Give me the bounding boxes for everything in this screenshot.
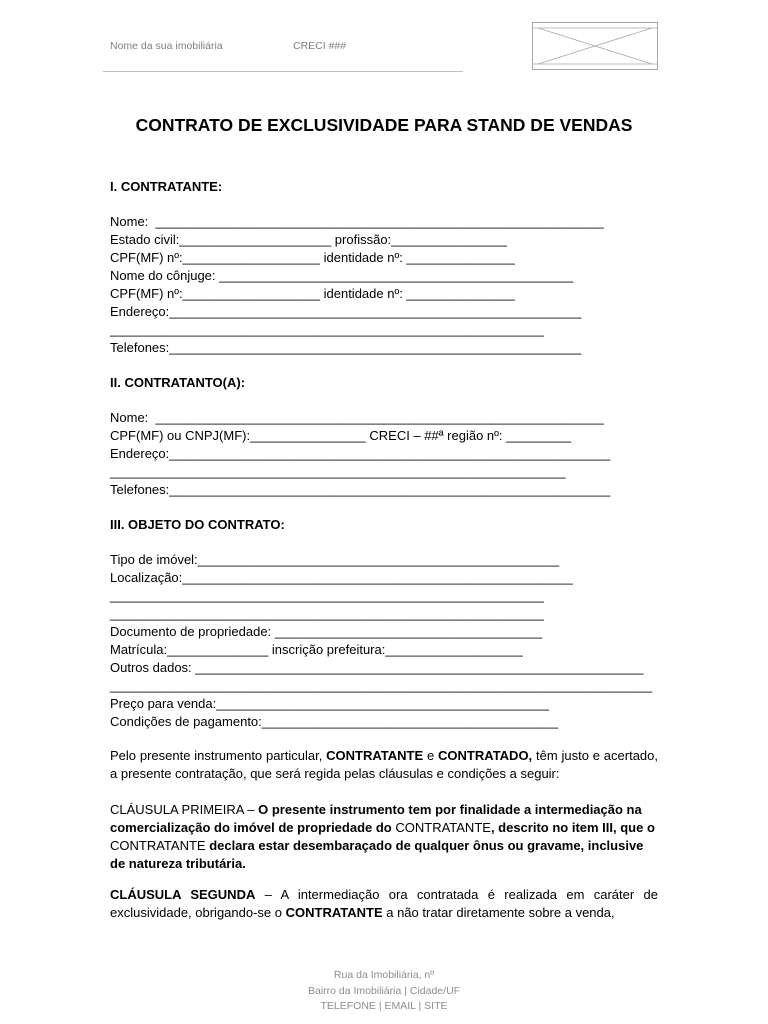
form-line: ____________________________________________________________: [110, 588, 544, 603]
form-line: ____________________________________________________________: [110, 322, 544, 337]
form-line: ___________________________________________________________________________: [110, 678, 653, 693]
section-heading-objeto: III. OBJETO DO CONTRATO:: [110, 517, 285, 532]
form-line: Matrícula:______________ inscrição prefeitura:___________________: [110, 642, 523, 657]
form-line: Nome: ______________________________________________________________: [110, 410, 604, 425]
footer-city: Bairro da Imobiliária | Cidade/UF: [307, 985, 461, 997]
form-line: Telefones:_________________________________________________________: [110, 340, 582, 355]
form-line: CPF(MF) nº:___________________ identidade nº: _______________: [110, 250, 515, 265]
section-heading-contratante: I. CONTRATANTE:: [110, 179, 223, 194]
form-line: CPF(MF) ou CNPJ(MF):________________ CRECI – ##ª região nº: _________: [110, 428, 572, 443]
footer-address: Rua da Imobiliária, nº: [333, 969, 435, 981]
form-line: Outros dados: ______________________________________________________________: [110, 660, 644, 675]
logo-placeholder-icon: [532, 22, 658, 70]
form-line: Preço para venda:______________________________________________: [110, 696, 549, 711]
form-line: Nome do cônjuge: _________________________________________________: [110, 268, 574, 283]
intro-paragraph: Pelo presente instrumento particular, CONTRATANTE e CONTRATADO, têm justo e acertado, a presente contratação, que será regida pelas cláusulas e condições a seguir:: [110, 748, 658, 781]
form-line: Endereço:_____________________________________________________________: [110, 446, 611, 461]
clause-segunda: CLÁUSULA SEGUNDA – A intermediação ora contratada é realizada em caráter de exclusividade, obrigando-se o CONTRATANTE a não tratar diretamente sobre a venda,: [110, 887, 658, 920]
footer-contacts: TELEFONE | EMAIL | SITE: [320, 1000, 448, 1012]
form-line: Telefones:_____________________________________________________________: [110, 482, 611, 497]
page-title: CONTRATO DE EXCLUSIVIDADE PARA STAND DE VENDAS: [135, 115, 633, 135]
form-line: Localização:______________________________________________________: [110, 570, 573, 585]
agency-name: Nome da sua imobiliária: [110, 40, 223, 52]
form-line: Estado civil:_____________________ profissão:________________: [110, 232, 507, 247]
form-line: Nome: ______________________________________________________________: [110, 214, 604, 229]
form-line: CPF(MF) nº:___________________ identidade nº: _______________: [110, 286, 515, 301]
header-divider: [103, 71, 463, 72]
form-line: Condições de pagamento:_________________________________________: [110, 714, 559, 729]
form-line: Documento de propriedade: _____________________________________: [110, 624, 543, 639]
clause-primeira: CLÁUSULA PRIMEIRA – O presente instrumento tem por finalidade a intermediação na comercialização do imóvel de propriedade do CONTRATANTE, descrito no item III, que o CONTRATANTE declara estar desembaraçado de qualquer ônus ou gravame, inclusive de natureza tributária.: [110, 802, 655, 871]
section-heading-contratado: II. CONTRATANTO(A):: [110, 375, 246, 390]
form-line: ____________________________________________________________: [110, 606, 544, 621]
form-line: Endereço:_________________________________________________________: [110, 304, 582, 319]
creci-number: CRECI ###: [293, 40, 347, 52]
form-line: _______________________________________________________________: [110, 464, 566, 479]
form-line: Tipo de imóvel:__________________________________________________: [110, 552, 560, 567]
